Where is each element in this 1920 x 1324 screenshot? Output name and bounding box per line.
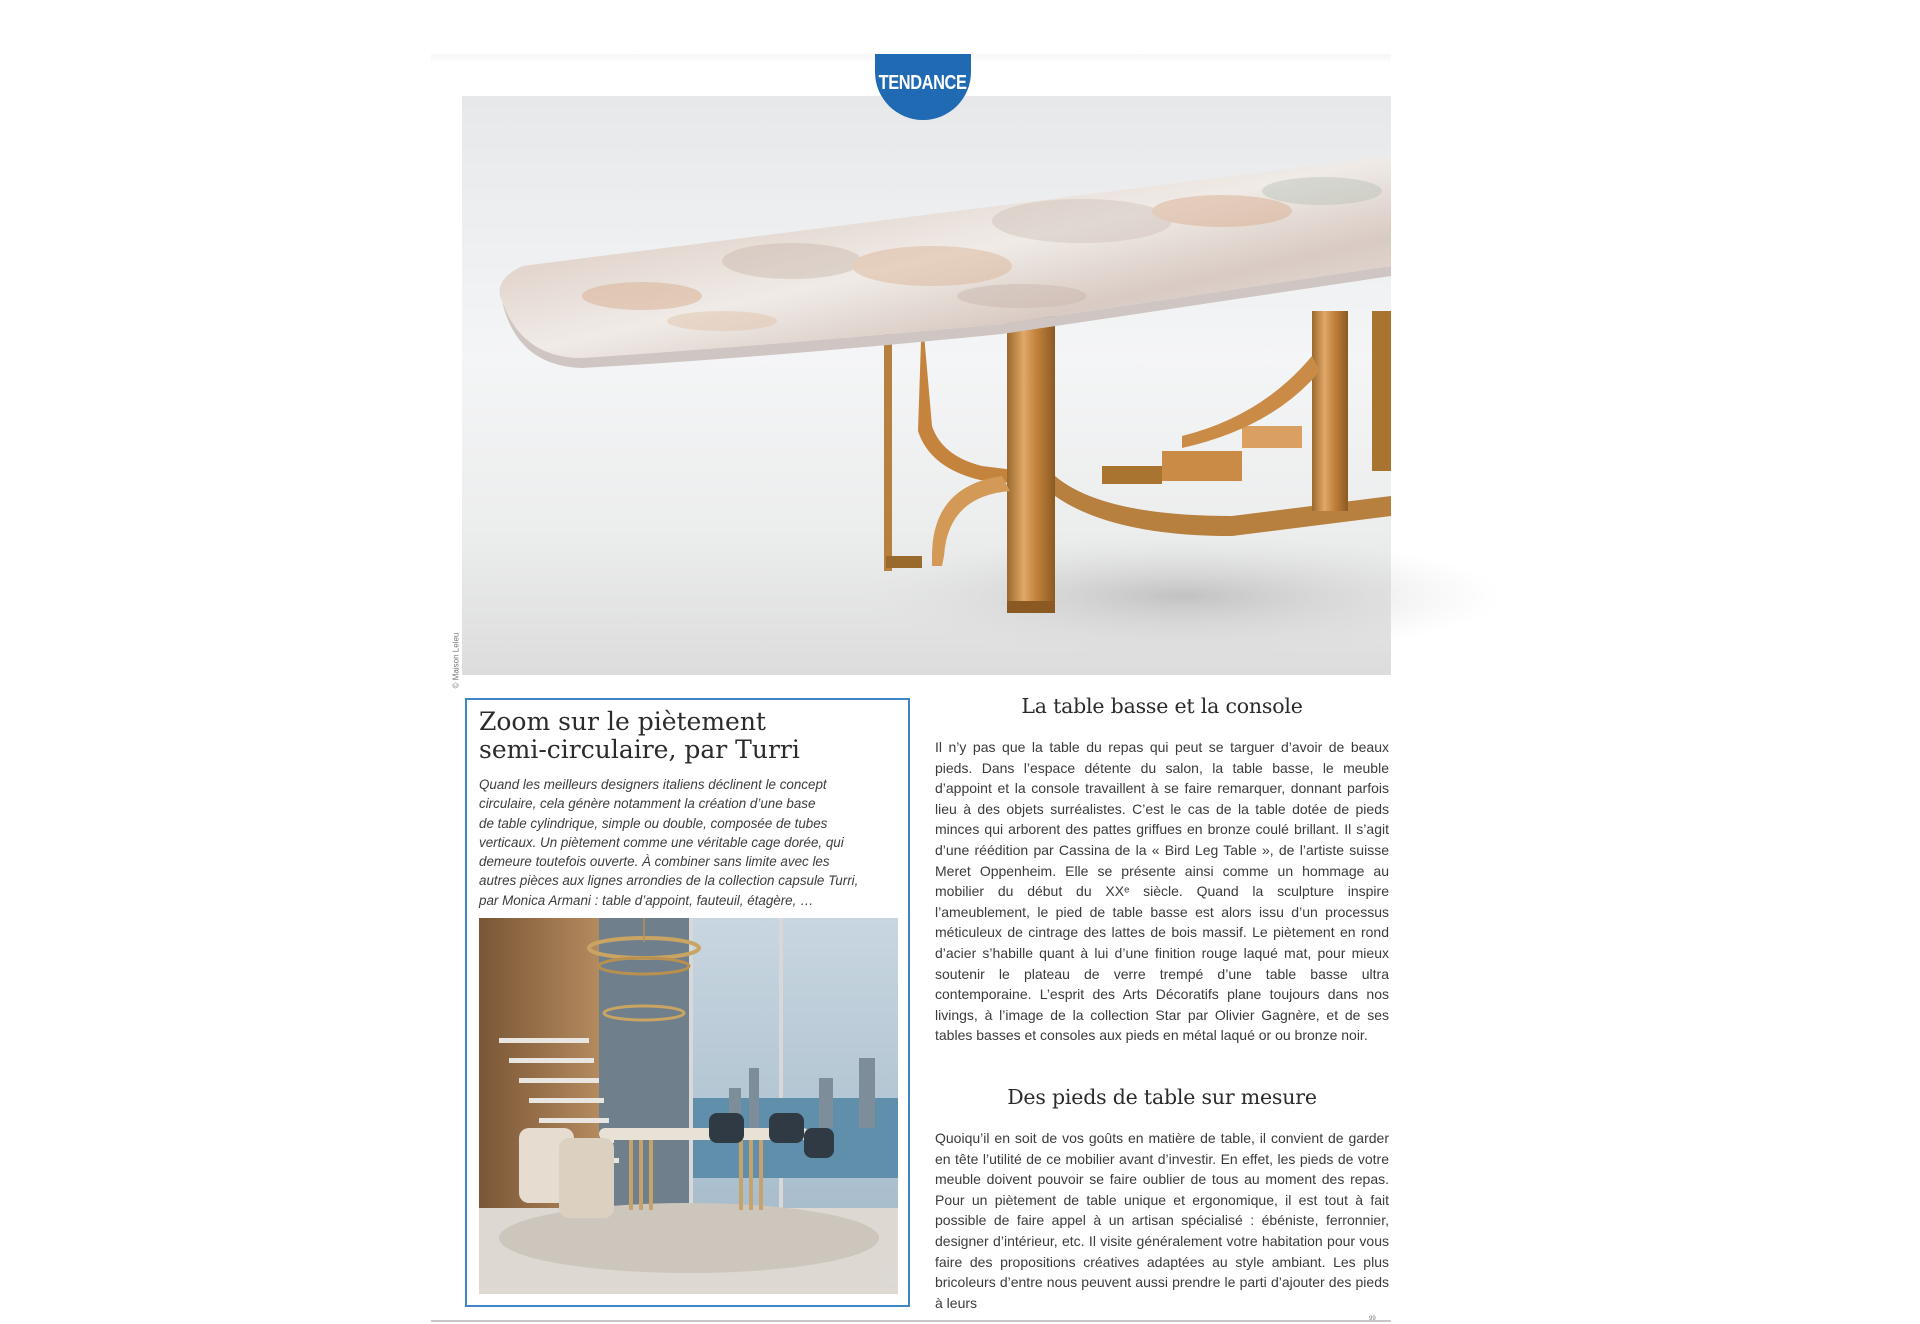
sidebar-text-line: autres pièces aux lignes arrondies de la collection capsule Turri,	[479, 873, 859, 889]
section-pieds-sur-mesure	[935, 1085, 1389, 1313]
sidebar-photo	[479, 918, 898, 1294]
marble-table-with-gold-legs-icon	[462, 96, 1391, 675]
sidebar-text-line: verticaux. Un piètement comme une véritable cage dorée, qui	[479, 834, 844, 850]
section-heading: Des pieds de table sur mesure	[1007, 1085, 1317, 1109]
magazine-page	[431, 54, 1391, 1322]
sidebar-text-line: par Monica Armani : table d’appoint, fauteuil, étagère, …	[479, 892, 814, 908]
hero-photo	[451, 96, 1391, 689]
page-number: 99	[1369, 1316, 1376, 1322]
sidebar-title-line: Zoom sur le piètement	[479, 707, 766, 736]
section-heading: La table basse et la console	[1021, 694, 1303, 718]
section-la-table-basse	[935, 694, 1389, 1046]
badge-label: TENDANCE	[879, 71, 967, 94]
sidebar-text-line: de table cylindrique, simple ou double, composée de tubes	[479, 815, 828, 831]
sidebar-text-line: demeure toutefois ouverte. À combiner sans limite avec les	[479, 854, 830, 870]
sidebar-text	[479, 775, 901, 910]
section-body: Il n’y pas que la table du repas qui peut se targuer d’avoir de beaux pieds. Dans l’espace détente du salon, la table basse, le meuble d’appoint et la console travaillent à se faire remarquer, donnant parfois lieu à des objets surréalistes. C’est le cas de la table dotée de pieds minces qui arborent des pattes griffues en bronze coulé brillant. Il s’agit d’une réédition par Cassina de la « Bird Leg Table », de l’artiste suisse Meret Oppenheim. Elle se présente ainsi comme un hommage au mobilier du début du XXᵉ siècle. Quand la sculpture inspire l’ameublement, le pied de table basse est alors issu d’un processus méticuleux de cintrage des lattes de bois massif. Le piètement en rond d’acier s’habille quant à lui d’une finition rouge laqué mat, pour mieux soutenir le plateau de verre trempé d’une table basse ultra contemporaine. L’esprit des Arts Décoratifs plane toujours dans nos livings, à l’image de la collection Star par Olivier Gagnère, et de ses tables basses et consoles aux pieds en métal laqué or ou bronze noir.	[935, 739, 1389, 1044]
sidebar-title	[479, 708, 899, 764]
hero-photo-credit: © Maison Leleu	[451, 632, 461, 689]
dining-room-photo-icon	[479, 918, 898, 1294]
sidebar-box	[465, 698, 910, 1307]
section-body: Quoiqu’il en soit de vos goûts en matière de table, il convient de garder en tête l’utilité de ce mobilier avant d’investir. En effet, les pieds de votre meuble doivent pouvoir se faire oublier de tous au moment des repas. Pour un piètement de table unique et ergonomique, il est tout à fait possible de faire appel à un artisan spécialisé : ébéniste, ferronnier, designer d’intérieur, etc. Il visite généralement votre habitation pour vous faire des propositions créatives adaptées au style ambiant. Les plus bricoleurs d’entre nous peuvent aussi prendre le parti d’ajouter des pieds à leurs	[935, 1130, 1389, 1311]
sidebar-text-line: circulaire, cela génère notamment la création d’une base	[479, 796, 816, 812]
sidebar-title-line: semi-circulaire, par Turri	[479, 735, 800, 764]
sidebar-text-line: Quand les meilleurs designers italiens déclinent le concept	[479, 777, 827, 792]
sidebar-photo-credit: © Turri	[883, 1268, 898, 1283]
bottom-rule	[431, 1320, 1391, 1322]
